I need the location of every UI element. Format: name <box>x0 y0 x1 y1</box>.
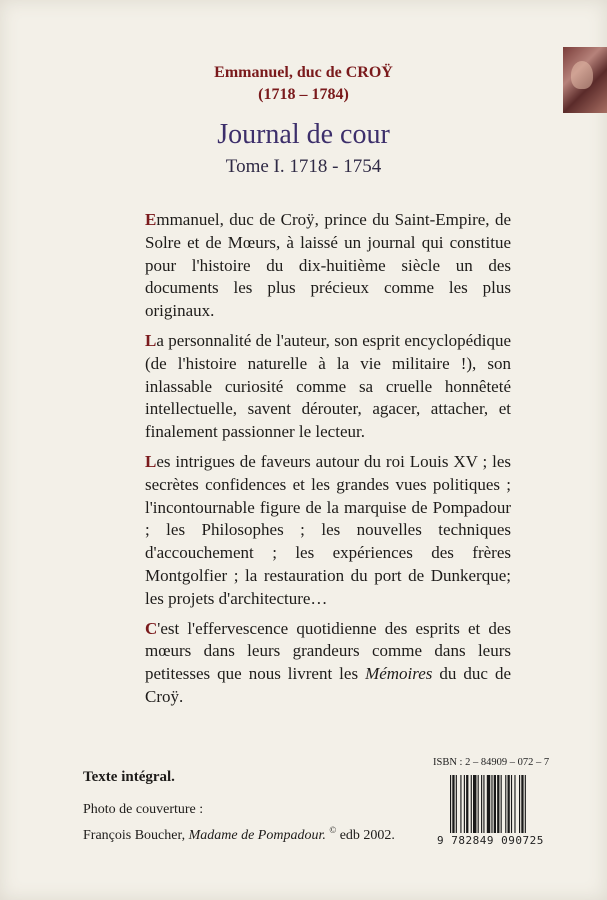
cover-photo-credit <box>83 822 395 844</box>
publisher-year: edb 2002. <box>339 828 395 843</box>
blurb-paragraph-3 <box>145 451 511 611</box>
cover-photo-label: Photo de couverture : <box>83 802 204 817</box>
barcode-bar <box>466 775 468 833</box>
paragraph-text: 'est l'effervescence quotidienne des esprits et des mœurs dans leurs grandeurs comme dans leurs petitesses que nous livrent les <box>145 618 511 684</box>
barcode-bar <box>501 775 502 833</box>
blurb-paragraph-2 <box>145 330 511 444</box>
copyright-symbol: © <box>329 825 337 835</box>
barcode-digits: 9 782849 090725 <box>437 834 544 847</box>
paragraph-initial: E <box>145 210 157 229</box>
barcode-bar <box>481 775 482 833</box>
photo-artist: François Boucher, <box>83 828 186 843</box>
barcode-bar <box>473 775 476 833</box>
back-cover-blurb <box>145 209 511 716</box>
paragraph-text: a personnalité de l'auteur, son esprit encyclopédique (de l'histoire naturelle à la vie militaire !), son inlassable curiosité comme sa cruelle honnêteté intellectuelle, savent dérouter, agacer, attacher, et finalement passionner le lecteur. <box>145 330 511 442</box>
author-dates: (1718 – 1784) <box>258 86 349 103</box>
barcode-bar <box>464 775 465 833</box>
photo-work-title: Madame de Pompadour. <box>188 828 326 843</box>
paragraph-initial: L <box>145 330 157 350</box>
blurb-paragraph-4 <box>145 618 511 709</box>
barcode-bar <box>456 775 457 833</box>
texte-integral-label: Texte intégral. <box>83 769 175 785</box>
barcode-bar <box>508 775 510 833</box>
paragraph-text: es intrigues de faveurs autour du roi Louis XV ; les secrètes confidences et les grandes vues politiques ; l'incontournable figure de la marquise de Pompadour ; les Philosophes ; les nouvelles techniques d'accouchement ; les expériences des frères Montgolfier ; la restauration du port de Dunkerque; les projets d'architecture… <box>145 451 511 608</box>
barcode-bar <box>471 775 472 833</box>
barcode-bar <box>494 775 496 833</box>
barcode-bar <box>525 775 526 833</box>
paragraph-text-end: du duc de Croÿ. <box>145 664 512 706</box>
isbn-barcode <box>450 775 557 833</box>
barcode-bar <box>460 775 461 833</box>
barcode-bar <box>491 775 492 833</box>
paragraph-initial: C <box>145 618 158 638</box>
memoires-title: Mémoires <box>365 664 433 684</box>
barcode-bar <box>487 775 490 833</box>
paragraph-text: mmanuel, duc de Croÿ, prince du Saint-Empire, de Solre et de Mœurs, à laissé un journal qui constitue pour l'histoire du dix-huitième siècle un des documents les plus précieux comme les plus originaux. <box>145 210 511 321</box>
barcode-bar <box>478 775 479 833</box>
barcode-bar <box>511 775 512 833</box>
barcode-bar <box>521 775 523 833</box>
book-title: Journal de cour <box>217 119 390 150</box>
barcode-bar <box>497 775 499 833</box>
barcode-bar <box>450 775 451 833</box>
barcode-bar <box>514 775 515 833</box>
blurb-paragraph-1 <box>145 209 511 323</box>
book-volume: Tome I. 1718 - 1754 <box>225 156 382 177</box>
isbn-number: ISBN : 2 – 84909 – 072 – 7 <box>433 757 550 768</box>
barcode-bar <box>505 775 506 833</box>
barcode-bar <box>483 775 484 833</box>
author-name: Emmanuel, duc de CROŸ <box>214 64 393 81</box>
barcode-bar <box>452 775 454 833</box>
barcode-bar <box>519 775 520 833</box>
paragraph-initial: L <box>145 451 157 471</box>
